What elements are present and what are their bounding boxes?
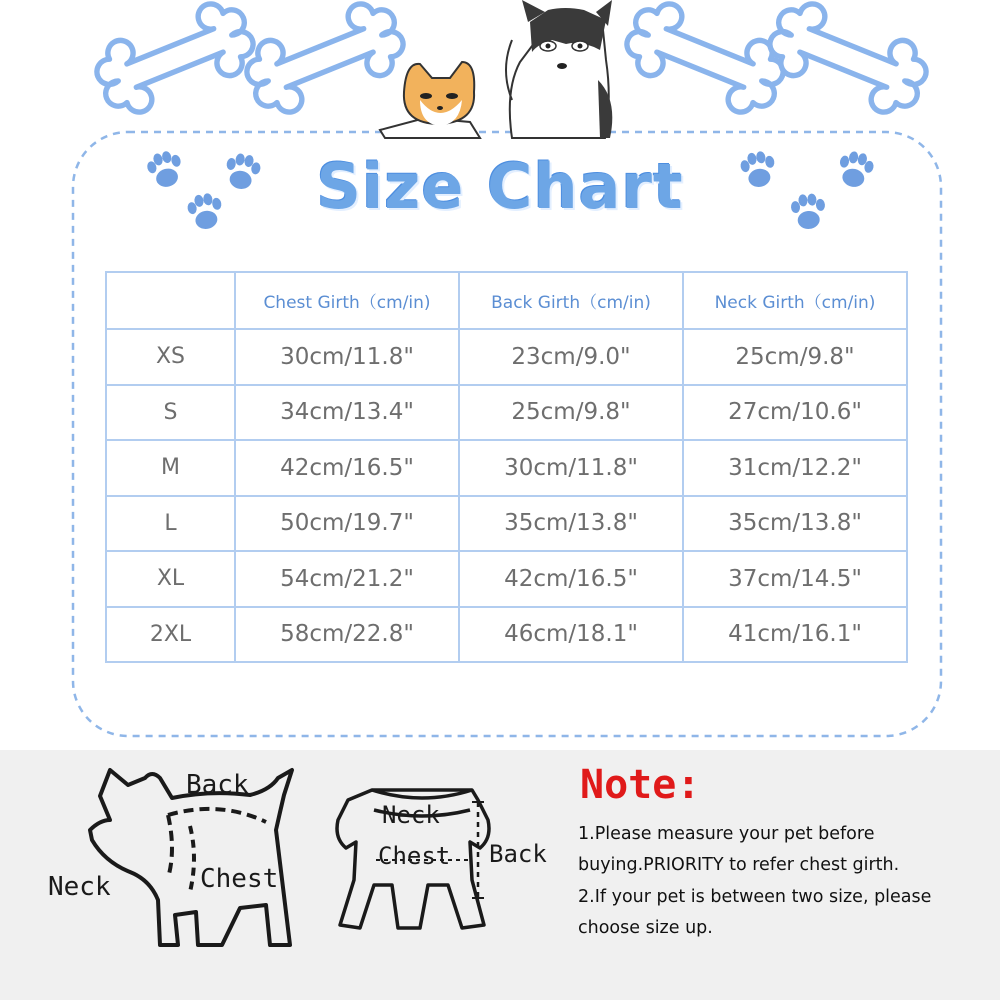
chest-cell: 30cm/11.8" (235, 329, 459, 385)
table-row (106, 496, 907, 552)
size-cell: L (106, 496, 235, 552)
chest-cell: 42cm/16.5" (235, 440, 459, 496)
neck-cell: 27cm/10.6" (683, 385, 907, 441)
header-chest-girth: Chest Girth（cm/in) (235, 272, 459, 329)
header-back-girth: Back Girth（cm/in) (459, 272, 683, 329)
dog-back-label: Back (186, 770, 249, 800)
dog-chest-label: Chest (200, 864, 279, 894)
note-line: 2.If your pet is between two size, please (578, 887, 932, 907)
back-cell: 30cm/11.8" (459, 440, 683, 496)
husky-dog-illustration (506, 0, 612, 138)
size-cell: S (106, 385, 235, 441)
page-title: Size Chart (316, 150, 684, 223)
table-row (106, 385, 907, 441)
neck-cell: 37cm/14.5" (683, 551, 907, 607)
header-neck-girth: Neck Girth（cm/in) (683, 272, 907, 329)
note-line: choose size up. (578, 918, 713, 938)
note-line: 1.Please measure your pet before (578, 824, 875, 844)
size-table (105, 271, 908, 663)
table-header-row (106, 272, 907, 329)
table-row (106, 551, 907, 607)
garment-back-label: Back (489, 840, 547, 868)
chest-cell: 34cm/13.4" (235, 385, 459, 441)
dog-neck-label: Neck (48, 872, 111, 902)
note-title: Note: (580, 762, 701, 808)
note-line: buying.PRIORITY to refer chest girth. (578, 855, 900, 875)
bone-icon (88, 0, 262, 122)
chest-cell: 50cm/19.7" (235, 496, 459, 552)
chest-cell: 54cm/21.2" (235, 551, 459, 607)
back-cell: 35cm/13.8" (459, 496, 683, 552)
table-row (106, 607, 907, 663)
neck-cell: 35cm/13.8" (683, 496, 907, 552)
back-cell: 25cm/9.8" (459, 385, 683, 441)
garment-neck-label: Neck (382, 801, 440, 829)
bottom-panel (0, 750, 1000, 1000)
back-cell: 46cm/18.1" (459, 607, 683, 663)
bone-icon (238, 0, 412, 122)
size-cell: XL (106, 551, 235, 607)
bone-icon (618, 0, 792, 122)
neck-cell: 31cm/12.2" (683, 440, 907, 496)
chest-cell: 58cm/22.8" (235, 607, 459, 663)
header-size (106, 272, 235, 329)
table-row (106, 329, 907, 385)
garment-chest-label: Chest (378, 842, 451, 870)
neck-cell: 25cm/9.8" (683, 329, 907, 385)
size-cell: M (106, 440, 235, 496)
back-cell: 23cm/9.0" (459, 329, 683, 385)
shiba-dog-illustration (380, 62, 480, 138)
neck-cell: 41cm/16.1" (683, 607, 907, 663)
bone-icon (761, 0, 935, 122)
table-row (106, 440, 907, 496)
size-cell: 2XL (106, 607, 235, 663)
size-cell: XS (106, 329, 235, 385)
back-cell: 42cm/16.5" (459, 551, 683, 607)
